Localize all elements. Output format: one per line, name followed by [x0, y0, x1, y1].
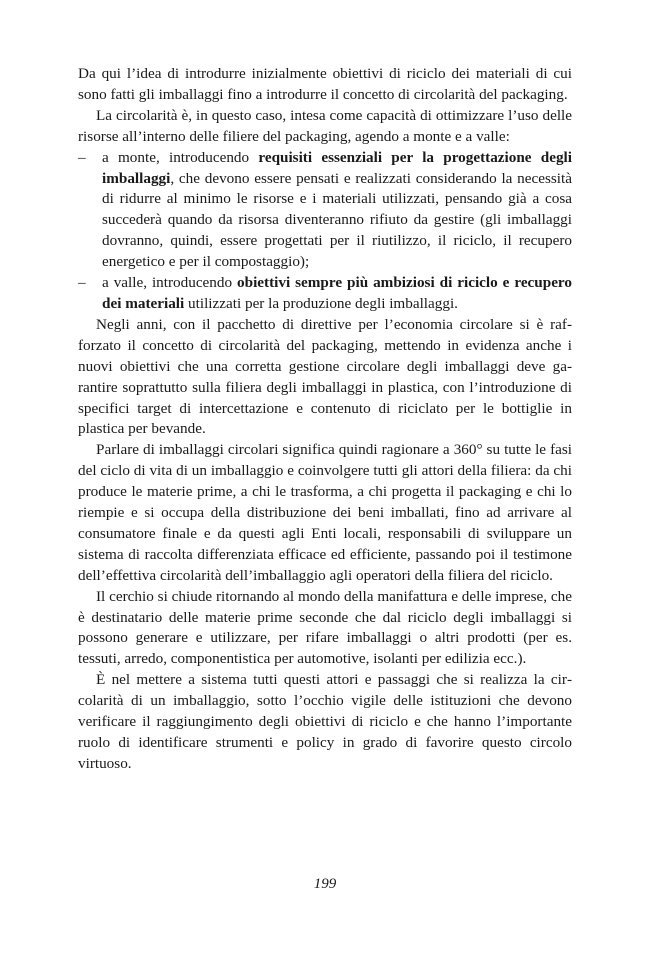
list-item-text: a valle, introducendo [102, 274, 238, 292]
paragraph-circular-packaging: Parlare di imballaggi circolari significa quindi ragionare a 360° su tutte le fasi del ciclo di vita di un imballaggio e coinvolgere tutti gli attori della filiera: da chi produce le materie prime, a chi le trasforma, a chi progetta il packaging e chi lo riempie e si occupa della distribuzione dei beni imballati, fino ad arrivare al consumatore finale e da questi agli Enti locali, responsabili di sviluppare un sistema di raccolta differenziata efficace ed efficiente, passando poi il testimone dell’effettiva circolarità dell’imballaggio agli operatori della filiera del riciclo. [78, 441, 572, 584]
list-item-bold-text: obiettivi sempre più ambiziosi di riciclo e recupero dei materiali [102, 274, 572, 312]
paragraph-directives: Negli anni, con il pacchetto di direttive per l’economia circolare si è rafforzato il concetto di circolarità del packaging, mettendo in evidenza anche i nuovi obiettivi che una corretta gestione circolare degli imballaggi deve garantire soprattutto sulla filiera degli imballaggi in plastica, con l’introduzione di specifici target di intercettazione e contenuto di riciclato per le bottiglie in plastica per bevande. [78, 315, 572, 438]
paragraph-intro: Da qui l’idea di introdurre inizialmente obiettivi di riciclo dei materiali di cui sono fatti gli imballaggi fino a introdurre il concetto di circolarità del packaging. [78, 65, 572, 103]
paragraph-system: È nel mettere a sistema tutti questi attori e passaggi che si realizza la circolarità di un imballaggio, sotto l’occhio vigile delle istituzioni che devono verificare il raggiungimento degli obiettivi di riciclo e che hanno l’importante ruolo di identificare strumenti e policy in grado di favorire questo circolo virtuoso. [78, 671, 572, 772]
paragraph-circularity: La circolarità è, in questo caso, intesa come capacità di ottimizzare l’uso delle risorse all’interno delle filiere del packaging, agendo a monte e a valle: [78, 106, 572, 145]
list-item-bold-text: requisiti essenziali per la progettazione degli imballaggi [102, 148, 572, 187]
dash-marker: – [78, 148, 86, 166]
list-item-text: utilizzati per la produzione degli imballaggi. [184, 294, 458, 312]
list-item-text: a monte, introducendo [102, 148, 259, 166]
paragraph-circle-closes: Il cerchio si chiude ritornando al mondo della manifattura e delle imprese, che è destinatario delle materie prime seconde che dal riciclo degli imballaggi si possono generare e utilizzare, per rifare imballaggi o altri prodotti (per es. tessuti, arredo, componentistica per automotive, isolanti per edilizia ecc.). [78, 587, 572, 668]
list-item-text: , che devono essere pensati e realizzati considerando la necessità di ridurre al minimo le risorse e i materiali utilizzati, pensando già a cosa succederà quando da risorsa diventeranno rifiuto da gestire (gli imballaggi dovranno, quindi, essere progettati per il riutilizzo, il riciclo, il recupero energetico e per il compostaggio); [102, 169, 572, 271]
body-text [78, 64, 572, 775]
page-number: 199 [313, 876, 337, 892]
list-item-downstream [78, 273, 572, 315]
dash-marker: – [78, 274, 86, 292]
list-item-upstream [78, 148, 572, 273]
